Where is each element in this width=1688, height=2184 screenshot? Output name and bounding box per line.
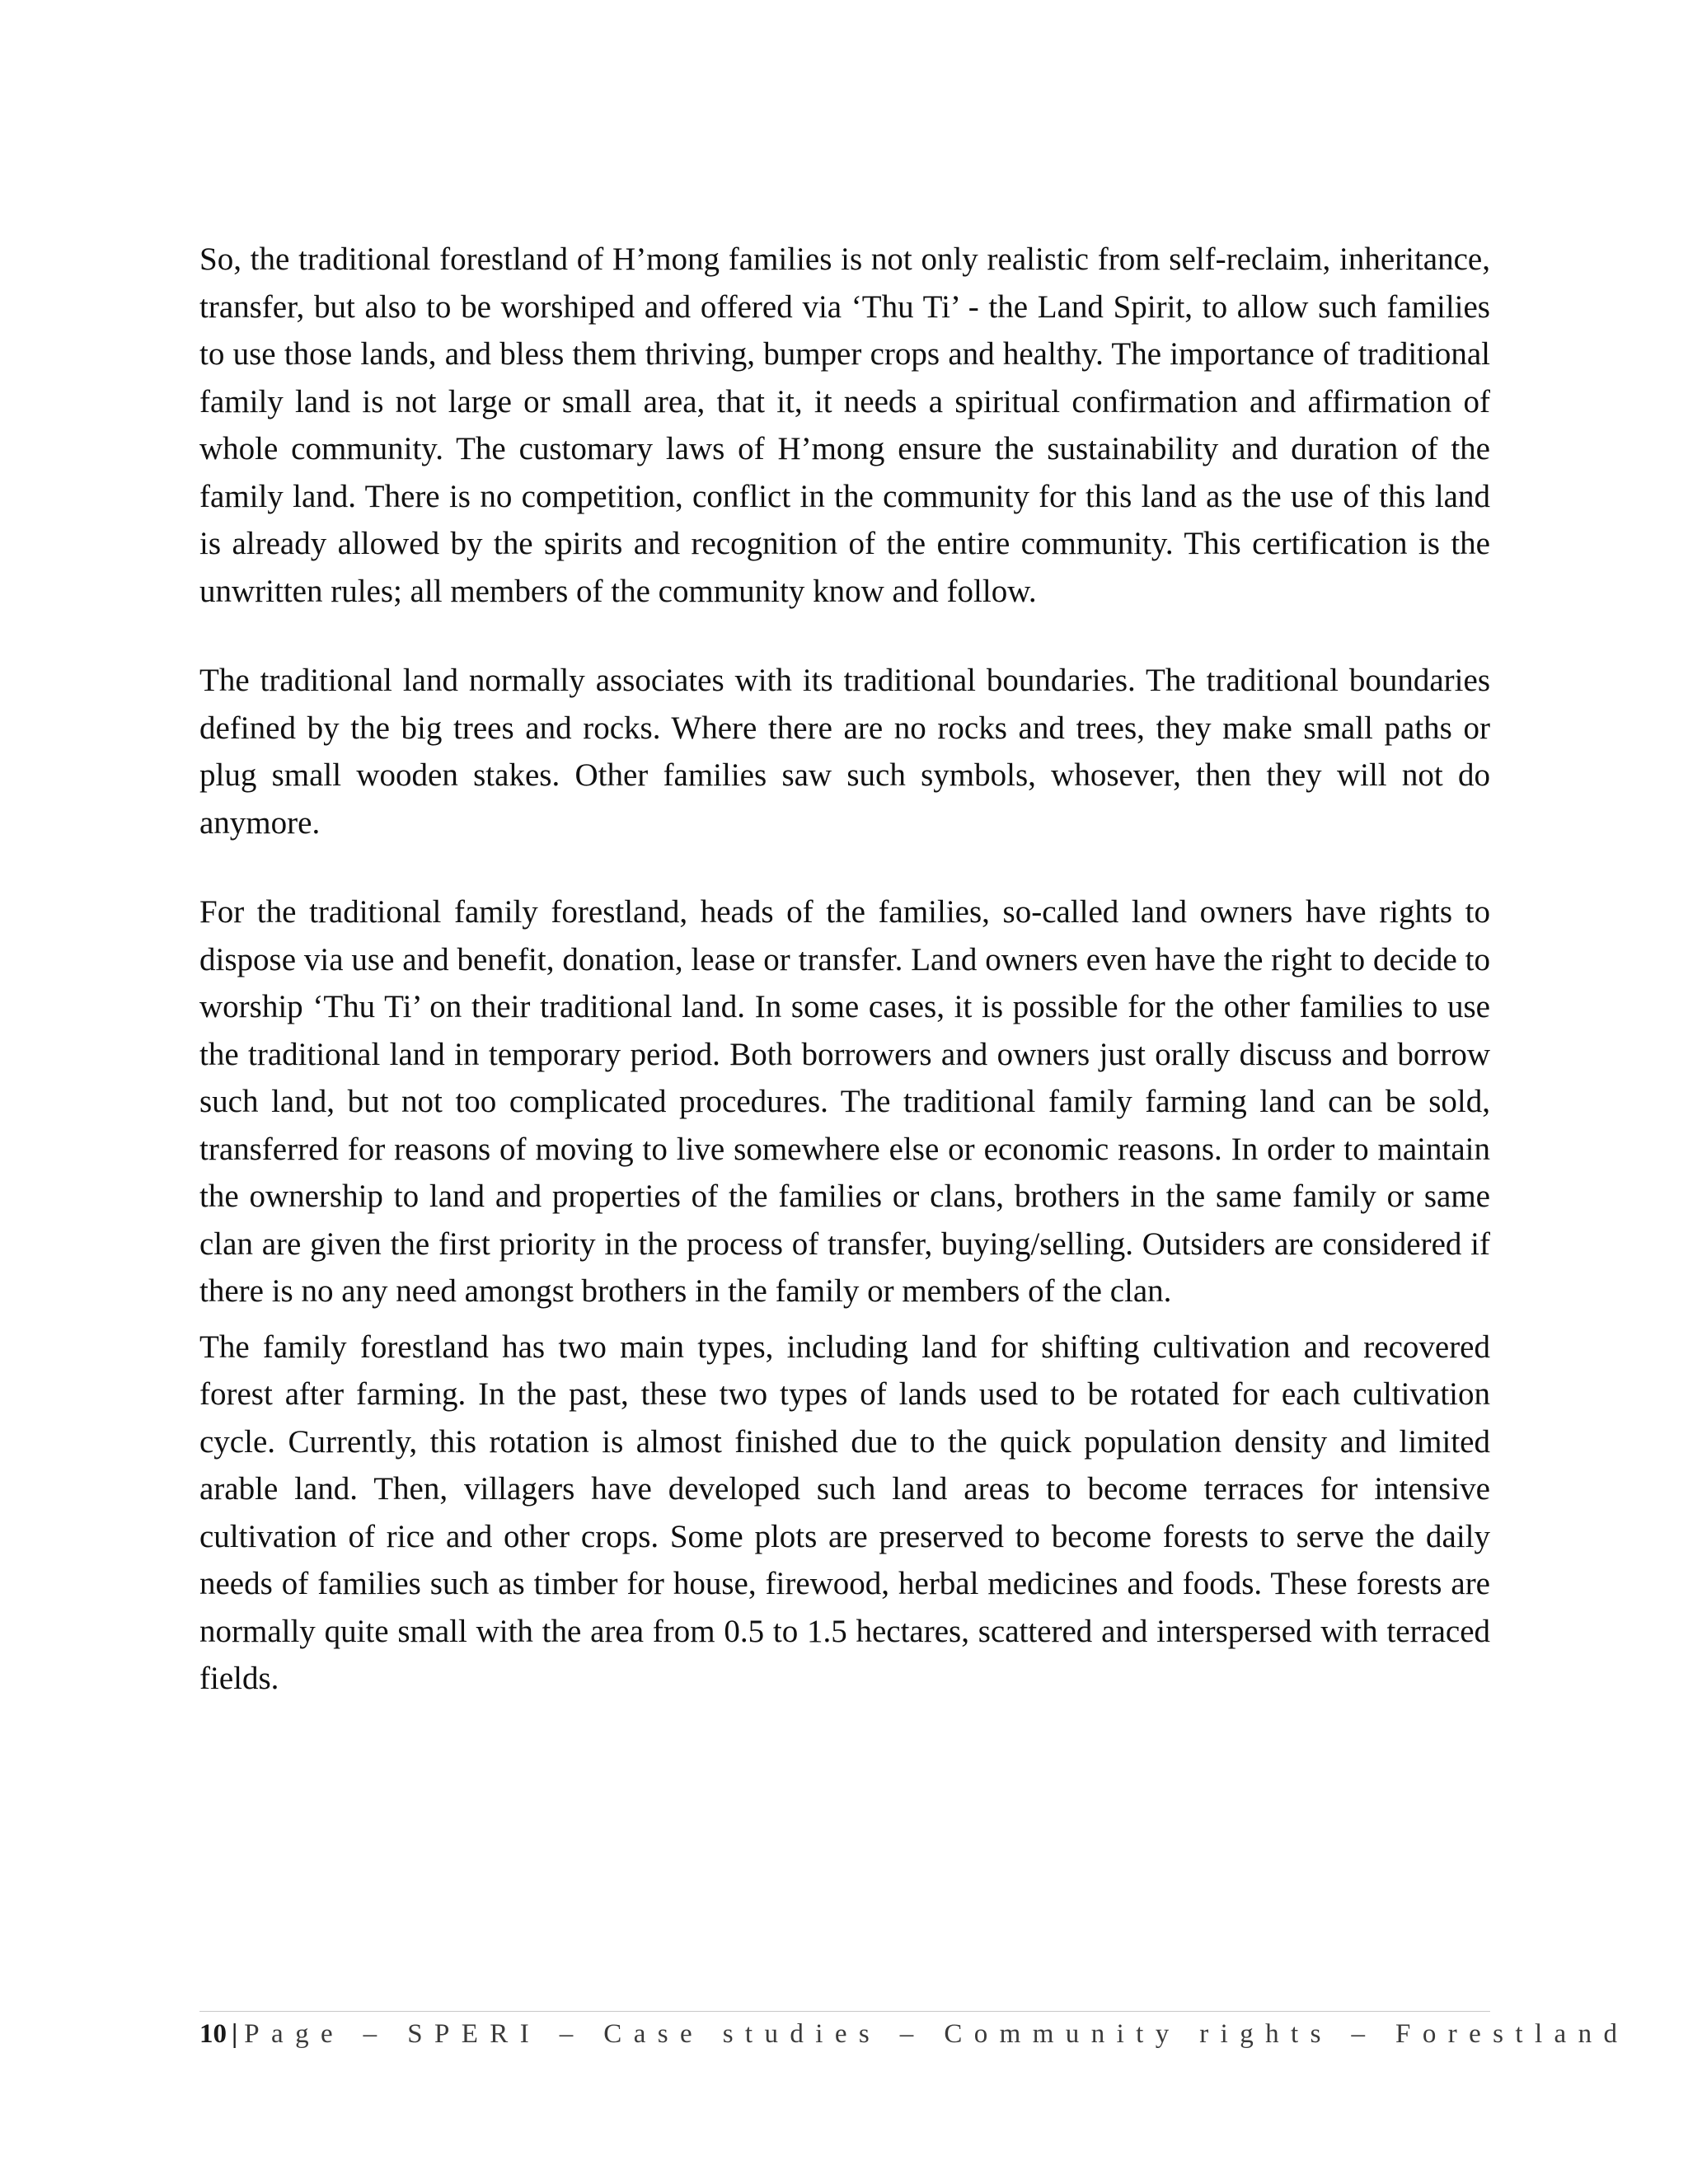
page-footer (199, 2016, 1629, 2052)
footer-running-text: Page – SPERI – Case studies – Community rights – Forestland (244, 2019, 1629, 2049)
paragraph-traditional-boundaries: The traditional land normally associates with its traditional boundaries. The traditional boundaries defined by the big trees and rocks. Where there are no rocks and trees, they make small paths or plug small wooden stakes. Other families saw such symbols, whosever, then they will not do anymore. (199, 663, 1490, 841)
paragraph-land-owner-rights: For the traditional family forestland, heads of the families, so-called land owners have rights to dispose via use and benefit, donation, lease or transfer. Land owners even have the right to decide to worship ‘Thu Ti’ on their traditional land. In some cases, it is possible for the other families to use the traditional land in temporary period. Both borrowers and owners just orally discuss and borrow such land, but not too complicated procedures. The traditional family farming land can be sold, transferred for reasons of moving to live somewhere else or economic reasons. In order to maintain the ownership to land and properties of the families or clans, brothers in the same family or same clan are given the first priority in the process of transfer, buying/selling. Outsiders are considered if there is no any need amongst brothers in the family or members of the clan. (199, 894, 1490, 1309)
paragraph-traditional-forestland: So, the traditional forestland of H’mong families is not only realistic from self-reclaim, inheritance, transfer, but also to be worshiped and offered via ‘Thu Ti’ - the Land Spirit, to allow such families to use those lands, and bless them thriving, bumper crops and healthy. The importance of traditional family land is not large or small area, that it, it needs a spiritual confirmation and affirmation of whole community. The customary laws of H’mong ensure the sustainability and duration of the family land. There is no competition, conflict in the community for this land as the use of this land is already allowed by the spirits and recognition of the entire community. This certification is the unwritten rules; all members of the community know and follow. (199, 241, 1490, 609)
footer-separator: | (232, 2019, 238, 2049)
footer-divider (199, 2011, 1490, 2012)
paragraph-forestland-types: The family forestland has two main types, including land for shifting cultivation and recovered forest after farming. In the past, these two types of lands used to be rotated for each cultivation cycle. Currently, this rotation is almost finished due to the quick population density and limited arable land. Then, villagers have developed such land areas to become terraces for intensive cultivation of rice and other crops. Some plots are preserved to become forests to serve the daily needs of families such as timber for house, firewood, herbal medicines and foods. These forests are normally quite small with the area from 0.5 to 1.5 hectares, scattered and interspersed with terraced fields. (199, 1329, 1490, 1696)
page-number: 10 (199, 2019, 227, 2049)
body-text (199, 236, 1490, 1703)
